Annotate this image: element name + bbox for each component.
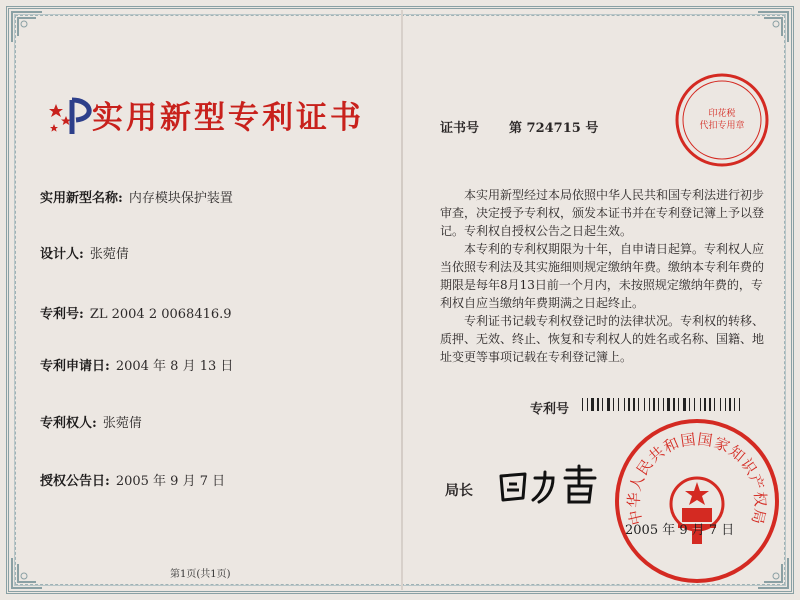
field-value: 张菀倩	[102, 416, 142, 431]
field-designer	[40, 243, 129, 262]
field-label: 实用新型名称:	[40, 191, 123, 206]
field-patentee	[40, 412, 142, 431]
tax-stamp-seal	[672, 70, 772, 170]
field-value: 2005 年 9 月 7 日	[115, 474, 226, 489]
director-label: 局长	[445, 483, 473, 499]
field-value: 张菀倩	[89, 247, 129, 262]
field-application-date	[40, 355, 233, 374]
national-ip-office-seal	[612, 416, 782, 586]
certificate-number	[440, 117, 598, 136]
field-patent-number	[40, 303, 232, 322]
corner-ornament	[10, 10, 44, 44]
corner-ornament	[756, 10, 790, 44]
field-label: 专利号:	[40, 307, 84, 322]
certificate-title: 实用新型专利证书	[92, 100, 364, 136]
patent-number-label: 专利号	[530, 402, 570, 417]
certificate-body	[440, 186, 770, 366]
body-paragraph: 本专利的专利权期限为十年，自申请日起算。专利权人应当依照专利法及其实施细则规定缴纳年费。缴纳本专利年费的期限是每年8月13日前一个月内，未按照规定缴纳年费的，专利权自应当缴纳年费期满之日起终止。	[440, 242, 765, 310]
field-label: 专利权人:	[40, 416, 97, 431]
field-label: 专利申请日:	[40, 359, 110, 374]
field-label: 设计人:	[40, 247, 84, 262]
issue-date: 2005 年 9 月 7 日	[625, 523, 735, 538]
field-value: 内存模块保护装置	[128, 191, 233, 206]
corner-ornament	[10, 556, 44, 590]
svg-text:代扣专用章: 代扣专用章	[699, 121, 745, 131]
page-fold	[401, 10, 403, 590]
cert-no-label: 证书号	[440, 121, 480, 136]
field-value: ZL 2004 2 0068416.9	[89, 307, 232, 322]
field-grant-date	[40, 470, 225, 489]
patent-barcode	[582, 398, 747, 411]
director-signature	[495, 462, 625, 506]
body-paragraph: 本实用新型经过本局依照中华人民共和国专利法进行初步审查，决定授予专利权，颁发本证书并在专利登记簿上予以登记。专利权自授权公告之日起生效。	[440, 188, 765, 238]
svg-text:印花税: 印花税	[708, 109, 736, 119]
svg-text:中华人民共和国国家知识产权局: 中华人民共和国国家知识产权局	[624, 430, 770, 527]
field-label: 授权公告日:	[40, 474, 110, 489]
cert-no-value: 第 724715 号	[509, 121, 599, 136]
page-footer: 第1页(共1页)	[170, 569, 231, 580]
body-paragraph: 专利证书记载专利权登记时的法律状况。专利权的转移、质押、无效、终止、恢复和专利权人的姓名或名称、国籍、地址变更等事项记载在专利登记簿上。	[440, 314, 765, 364]
field-utility-model-name	[40, 187, 233, 206]
field-value: 2004 年 8 月 13 日	[115, 359, 234, 374]
